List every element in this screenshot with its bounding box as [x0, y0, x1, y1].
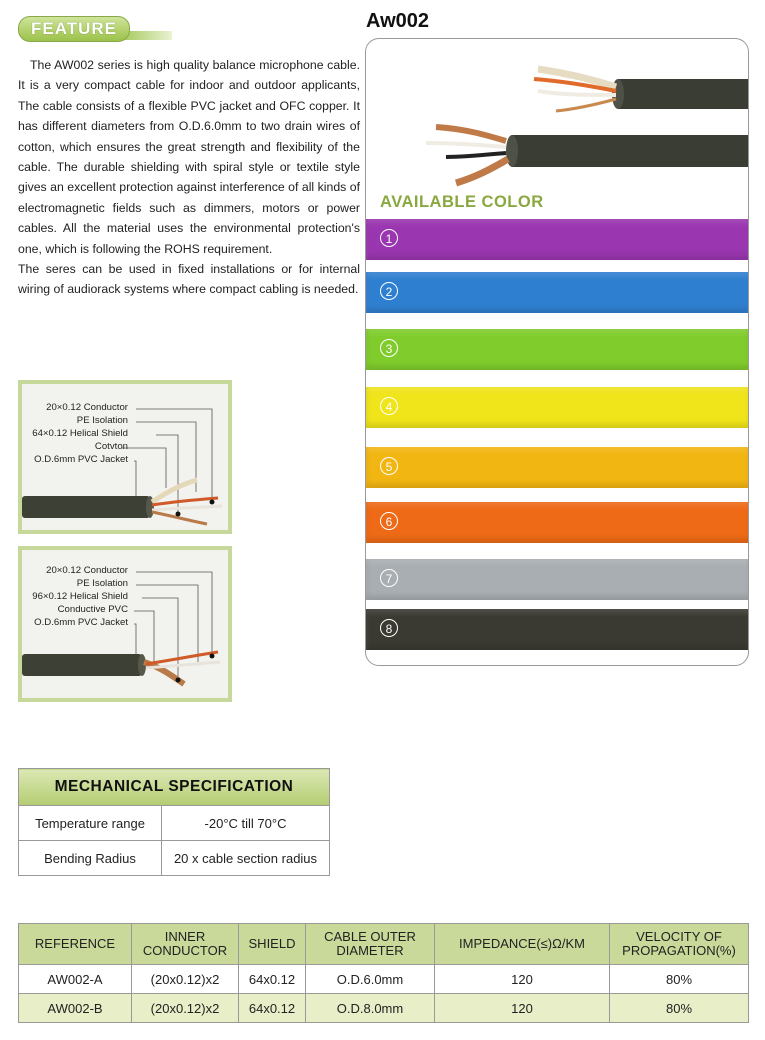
- color-swatch: [366, 272, 749, 313]
- available-color-panel: [365, 38, 749, 666]
- color-swatch: [366, 447, 749, 488]
- reference-table-header: [19, 924, 749, 965]
- color-swatch: [366, 219, 749, 260]
- cell-shield: 64x0.12: [239, 965, 306, 994]
- color-swatch: [366, 609, 749, 650]
- label-conductor: 20×0.12 Conductor: [46, 565, 128, 576]
- cell-reference: AW002-A: [19, 965, 132, 994]
- label-helical-shield: 96×0.12 Helical Shield: [32, 591, 128, 602]
- swatch-number: 2: [380, 282, 398, 300]
- cell-inner-conductor: (20x0.12)x2: [132, 965, 239, 994]
- label-pvc-jacket: O.D.6mm PVC Jacket: [34, 617, 128, 628]
- cell-impedance: 120: [435, 994, 610, 1023]
- col-inner-conductor: INNER CONDUCTOR: [132, 924, 239, 965]
- badge-pill: [18, 16, 130, 42]
- reference-table: [18, 923, 749, 1023]
- cell-outer-diameter: O.D.6.0mm: [306, 965, 435, 994]
- label-pe-isolation: PE Isolation: [76, 578, 128, 589]
- spec-key: Bending Radius: [19, 841, 162, 876]
- swatch-number: 6: [380, 512, 398, 530]
- mechanical-spec-table: [18, 768, 330, 876]
- col-shield: SHIELD: [239, 924, 306, 965]
- feature-paragraph-1: The AW002 series is high quality balance microphone cable. It is a very compact cable for indoor and outdoor applicants, The cable consists of a flexible PVC jacket and OFC copper. It has different diameters from O.D.6.0mm to two drain wires of cotton, which ensures the great strength and flexibility of the cable. The durable shielding with spiral style or textile style gives an excellent protection against interference of all kinds of electromagnetic fields such as dimmers, motors or power cables. All the material uses the environmental protection's one, which is following the ROHS requirement.: [18, 58, 360, 256]
- cell-shield: 64x0.12: [239, 994, 306, 1023]
- table-row: [19, 994, 749, 1023]
- spec-value: -20°C till 70°C: [162, 806, 330, 841]
- label-pvc-jacket: O.D.6mm PVC Jacket: [34, 454, 128, 465]
- swatch-number: 5: [380, 457, 398, 475]
- feature-badge: [18, 14, 168, 42]
- col-impedance: IMPEDANCE(≤)Ω/KM: [435, 924, 610, 965]
- feature-label: FEATURE: [31, 19, 118, 38]
- spec-key: Temperature range: [19, 806, 162, 841]
- cell-impedance: 120: [435, 965, 610, 994]
- swatch-number: 4: [380, 397, 398, 415]
- label-cotton: Cotvton: [94, 441, 128, 452]
- cable-photo: [366, 39, 749, 189]
- swatch-number: 3: [380, 339, 398, 357]
- table-row: [19, 965, 749, 994]
- cell-inner-conductor: (20x0.12)x2: [132, 994, 239, 1023]
- table-row: [19, 806, 330, 841]
- swatch-number: 8: [380, 619, 398, 637]
- spec-value: 20 x cable section radius: [162, 841, 330, 876]
- cable-structure-diagram-b: [18, 546, 232, 702]
- mechanical-spec-header: [19, 769, 330, 806]
- label-conductive-pvc: Conductive PVC: [57, 604, 128, 615]
- label-pe-isolation: PE Isolation: [76, 415, 128, 426]
- label-helical-shield: 64×0.12 Helical Shield: [32, 428, 128, 439]
- available-color-title: AVAILABLE COLOR: [380, 193, 544, 211]
- feature-description: [18, 55, 360, 300]
- color-swatch: [366, 502, 749, 543]
- swatch-number: 7: [380, 569, 398, 587]
- mechanical-spec-title: MECHANICAL SPECIFICATION: [19, 769, 330, 806]
- color-swatch: [366, 559, 749, 600]
- col-velocity: VELOCITY OF PROPAGATION(%): [610, 924, 749, 965]
- cell-outer-diameter: O.D.8.0mm: [306, 994, 435, 1023]
- label-conductor: 20×0.12 Conductor: [46, 402, 128, 413]
- table-row: [19, 841, 330, 876]
- swatch-number: 1: [380, 229, 398, 247]
- product-title: Aw002: [366, 10, 430, 32]
- col-outer-diameter: CABLE OUTER DIAMETER: [306, 924, 435, 965]
- cell-reference: AW002-B: [19, 994, 132, 1023]
- cell-velocity: 80%: [610, 994, 749, 1023]
- cell-velocity: 80%: [610, 965, 749, 994]
- color-swatch: [366, 329, 749, 370]
- feature-paragraph-2: The seres can be used in fixed installations or for internal wiring of audiorack systems where compact cabling is needed.: [18, 262, 360, 297]
- cable-structure-diagram-a: [18, 380, 232, 534]
- col-reference: REFERENCE: [19, 924, 132, 965]
- color-swatch: [366, 387, 749, 428]
